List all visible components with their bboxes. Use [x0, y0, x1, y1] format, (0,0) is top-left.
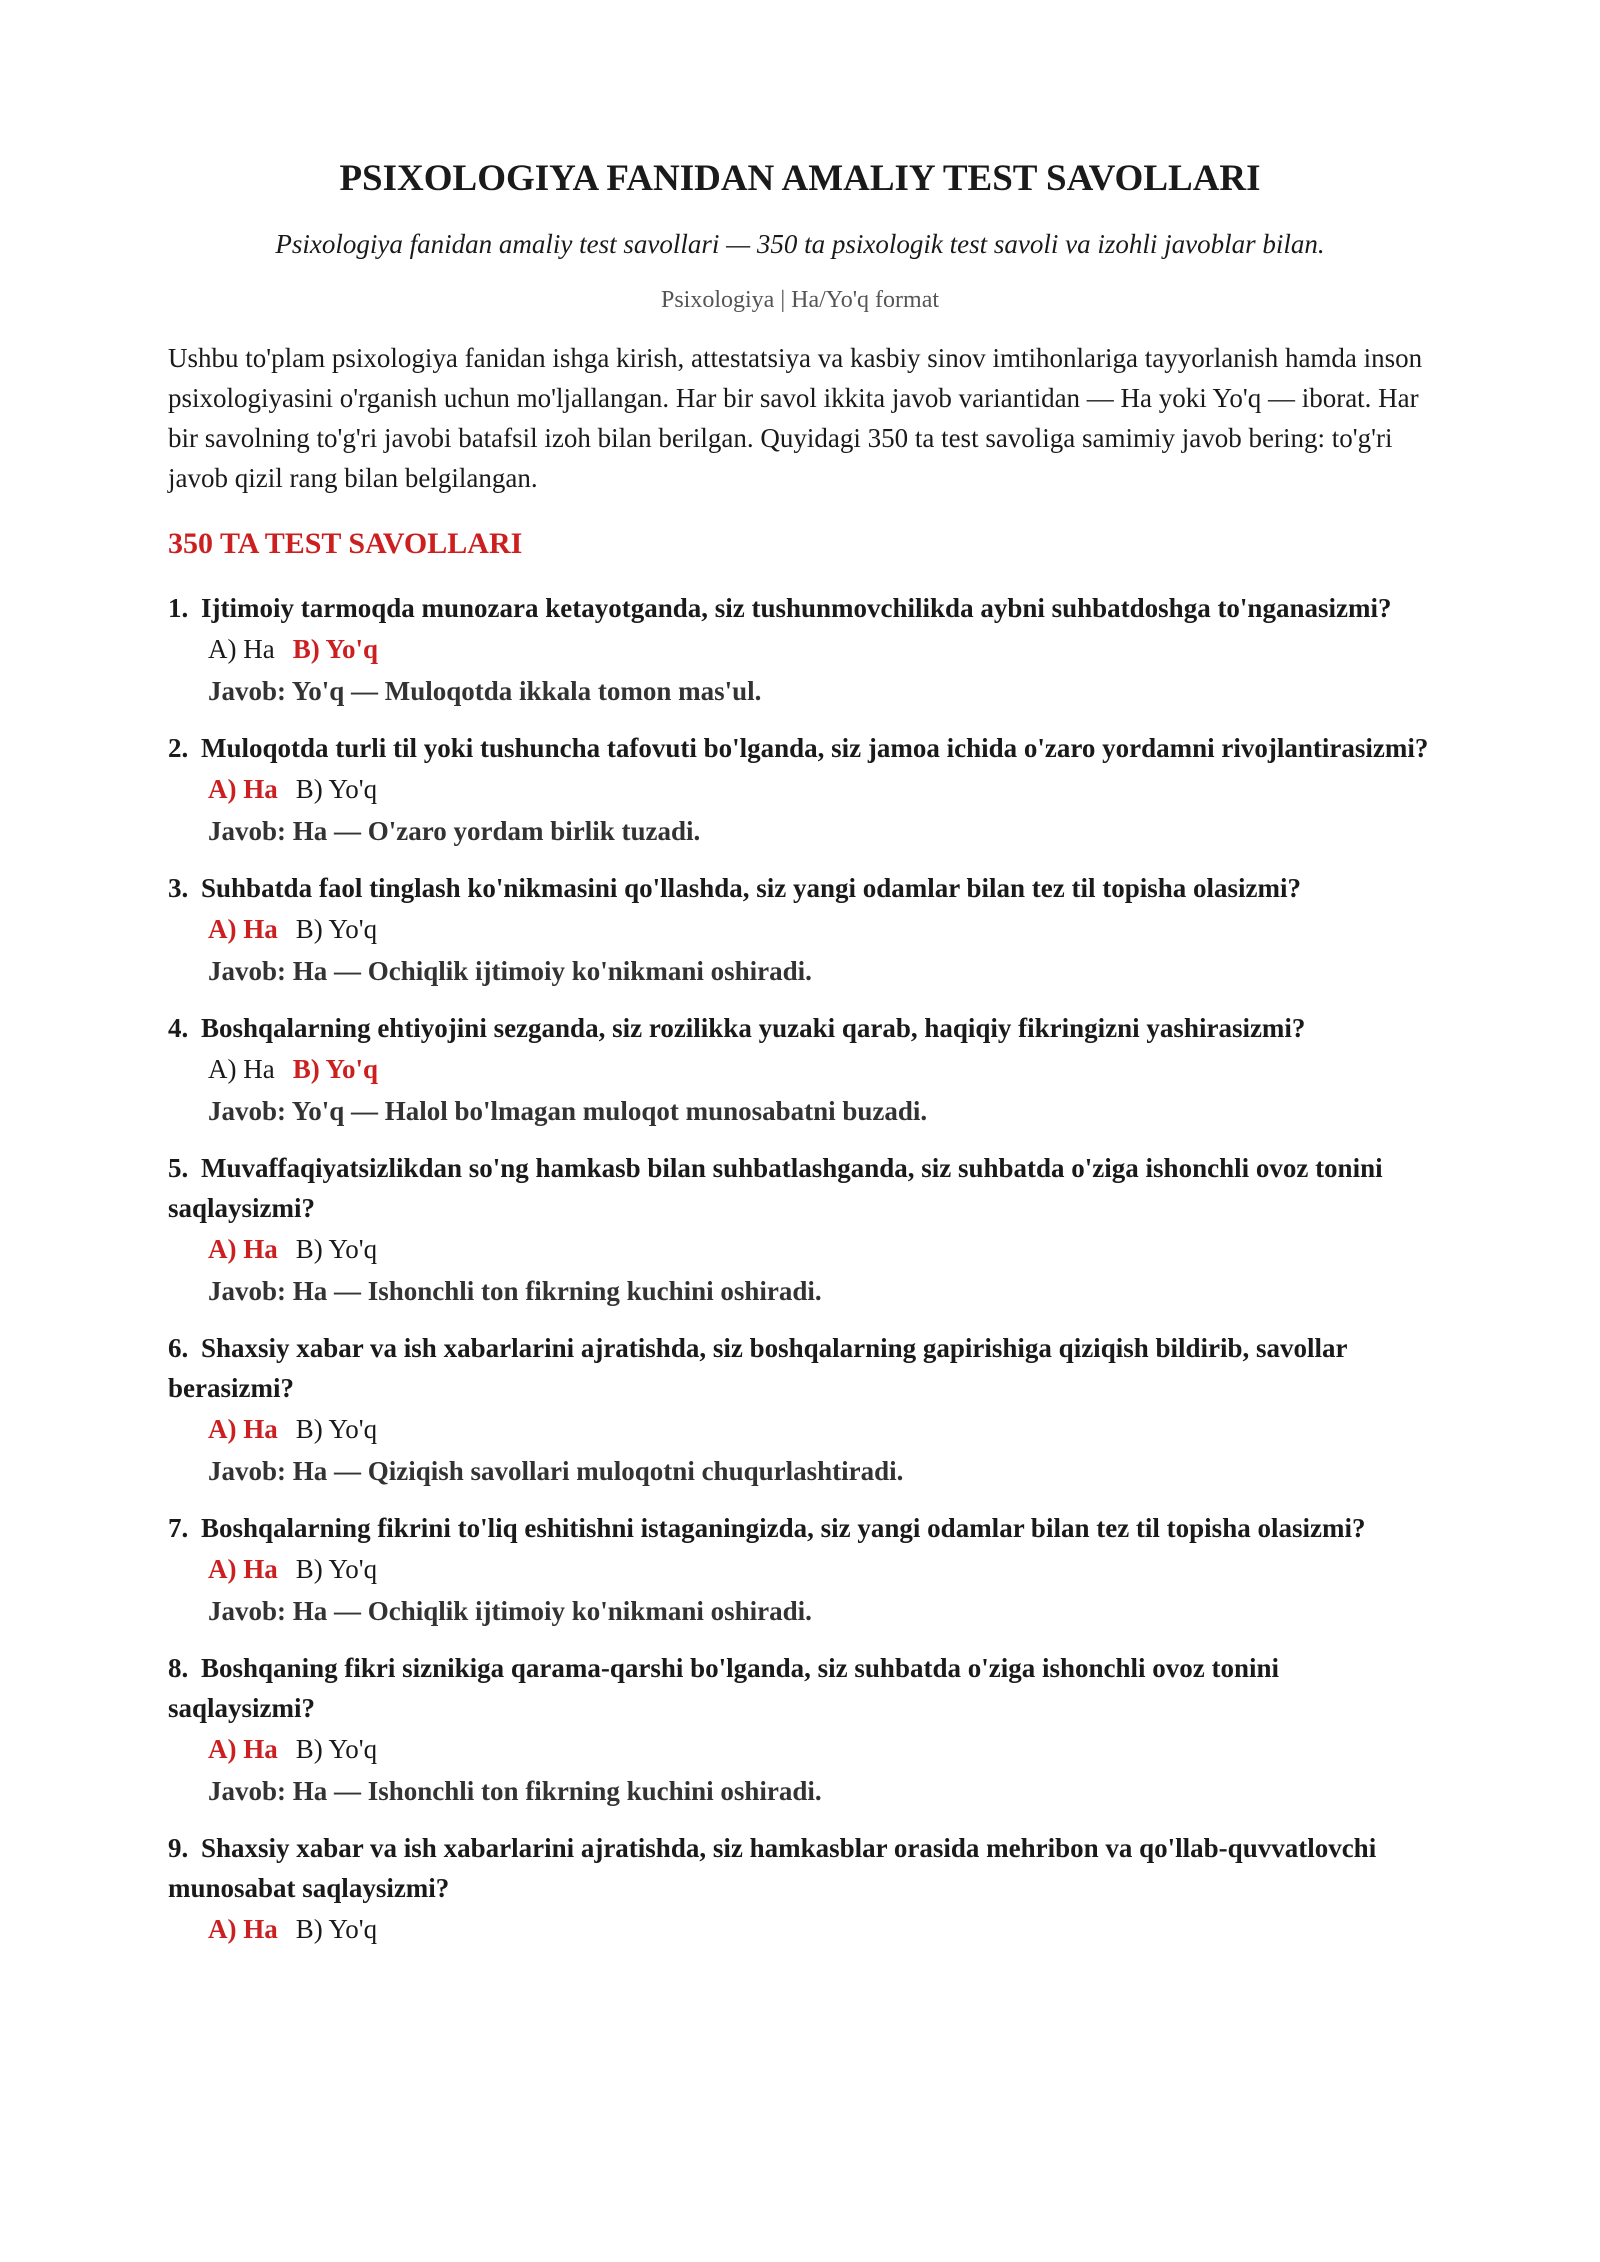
option-b: B) Yo'q	[295, 1914, 378, 1944]
question-item	[168, 728, 1432, 851]
question-number: 5.	[168, 1153, 189, 1183]
question-text	[168, 1008, 1432, 1048]
option-a: A) Ha	[208, 1554, 278, 1584]
document-page	[168, 0, 1432, 1968]
question-text	[168, 1148, 1432, 1228]
question-number: 2.	[168, 733, 189, 763]
document-subtitle: Psixologiya fanidan amaliy test savollari — 350 ta psixologik test savoli va izohli javoblar bilan.	[275, 229, 1325, 259]
option-b: B) Yo'q	[292, 1054, 379, 1084]
question-label: Boshqalarning ehtiyojini sezganda, siz rozilikka yuzaki qarab, haqiqiy fikringizni yashirasizmi?	[201, 1013, 1306, 1043]
question-text	[168, 1508, 1432, 1548]
option-b: B) Yo'q	[295, 1414, 378, 1444]
question-number: 9.	[168, 1833, 189, 1863]
option-a: A) Ha	[208, 1734, 278, 1764]
option-a: A) Ha	[208, 774, 278, 804]
options-row	[208, 1728, 1432, 1771]
option-b: B) Yo'q	[295, 1734, 378, 1764]
question-number: 4.	[168, 1013, 189, 1043]
question-number: 3.	[168, 873, 189, 903]
question-item	[168, 588, 1432, 711]
option-b: B) Yo'q	[295, 914, 378, 944]
options-row	[208, 1548, 1432, 1591]
question-label: Shaxsiy xabar va ish xabarlarini ajratishda, siz hamkasblar orasida mehribon va qo'llab-quvvatlovchi munosabat saqlaysizmi?	[168, 1833, 1377, 1903]
question-label: Shaxsiy xabar va ish xabarlarini ajratishda, siz boshqalarning gapirishiga qiziqish bildirib, savollar berasizmi?	[168, 1333, 1348, 1403]
option-a: A) Ha	[208, 1414, 278, 1444]
question-text	[168, 1328, 1432, 1408]
question-label: Boshqalarning fikrini to'liq eshitishni istaganingizda, siz yangi odamlar bilan tez til topisha olasizmi?	[201, 1513, 1366, 1543]
question-text	[168, 1648, 1432, 1728]
answer-explanation: Javob: Ha — Ochiqlik ijtimoiy ko'nikmani oshiradi.	[208, 956, 812, 986]
document-intro: Ushbu to'plam psixologiya fanidan ishga kirish, attestatsiya va kasbiy sinov imtihonlariga tayyorlanish hamda inson psixologiyasini o'rganish uchun mo'ljallangan. Har bir savol ikkita javob variantidan — Ha yoki Yo'q — iborat. Har bir savolning to'g'ri javobi batafsil izoh bilan berilgan. Quyidagi 350 ta test savoliga samimiy javob bering: to'g'ri javob qizil rang bilan belgilangan.	[168, 343, 1423, 493]
options-row	[208, 1908, 1432, 1951]
question-text	[168, 868, 1432, 908]
question-text	[168, 728, 1432, 768]
answer-explanation: Javob: Ha — Qiziqish savollari muloqotni chuqurlashtiradi.	[208, 1456, 904, 1486]
answer-explanation: Javob: Ha — O'zaro yordam birlik tuzadi.	[208, 816, 701, 846]
option-a: A) Ha	[208, 1054, 275, 1084]
question-item	[168, 1008, 1432, 1131]
question-number: 6.	[168, 1333, 189, 1363]
question-label: Suhbatda faol tinglash ko'nikmasini qo'llashda, siz yangi odamlar bilan tez til topisha olasizmi?	[201, 873, 1301, 903]
option-a: A) Ha	[208, 914, 278, 944]
option-a: A) Ha	[208, 1234, 278, 1264]
option-b: B) Yo'q	[295, 1554, 378, 1584]
answer-explanation: Javob: Ha — Ochiqlik ijtimoiy ko'nikmani oshiradi.	[208, 1596, 812, 1626]
options-row	[208, 1048, 1432, 1091]
question-number: 8.	[168, 1653, 189, 1683]
document-meta: Psixologiya | Ha/Yo'q format	[660, 287, 940, 313]
section-heading: 350 TA TEST SAVOLLARI	[168, 527, 523, 560]
question-item	[168, 1328, 1432, 1491]
question-item	[168, 868, 1432, 991]
option-b: B) Yo'q	[295, 1234, 378, 1264]
option-b: B) Yo'q	[295, 774, 378, 804]
question-number: 1.	[168, 593, 189, 623]
options-row	[208, 1408, 1432, 1451]
question-item	[168, 1148, 1432, 1311]
options-row	[208, 628, 1432, 671]
option-a: A) Ha	[208, 634, 275, 664]
options-row	[208, 1228, 1432, 1271]
question-label: Ijtimoiy tarmoqda munozara ketayotganda, siz tushunmovchilikda aybni suhbatdoshga to'nganasizmi?	[201, 593, 1392, 623]
answer-explanation: Javob: Ha — Ishonchli ton fikrning kuchini oshiradi.	[208, 1776, 822, 1806]
question-item	[168, 1648, 1432, 1811]
question-text	[168, 588, 1432, 628]
answer-explanation: Javob: Ha — Ishonchli ton fikrning kuchini oshiradi.	[208, 1276, 822, 1306]
option-b: B) Yo'q	[292, 634, 379, 664]
question-number: 7.	[168, 1513, 189, 1543]
document-title: PSIXOLOGIYA FANIDAN AMALIY TEST SAVOLLARI	[339, 158, 1261, 199]
question-label: Muloqotda turli til yoki tushuncha tafovuti bo'lganda, siz jamoa ichida o'zaro yordamni rivojlantirasizmi?	[201, 733, 1429, 763]
option-a: A) Ha	[208, 1914, 278, 1944]
question-list	[168, 588, 1432, 1951]
options-row	[208, 908, 1432, 951]
question-item	[168, 1828, 1432, 1951]
options-row	[208, 768, 1432, 811]
question-label: Muvaffaqiyatsizlikdan so'ng hamkasb bilan suhbatlashganda, siz suhbatda o'ziga ishonchli ovoz tonini saqlaysizmi?	[168, 1153, 1383, 1223]
answer-explanation: Javob: Yo'q — Muloqotda ikkala tomon mas'ul.	[208, 676, 762, 706]
question-text	[168, 1828, 1432, 1908]
question-item	[168, 1508, 1432, 1631]
answer-explanation: Javob: Yo'q — Halol bo'lmagan muloqot munosabatni buzadi.	[208, 1096, 928, 1126]
question-label: Boshqaning fikri siznikiga qarama-qarshi bo'lganda, siz suhbatda o'ziga ishonchli ovoz tonini saqlaysizmi?	[168, 1653, 1280, 1723]
